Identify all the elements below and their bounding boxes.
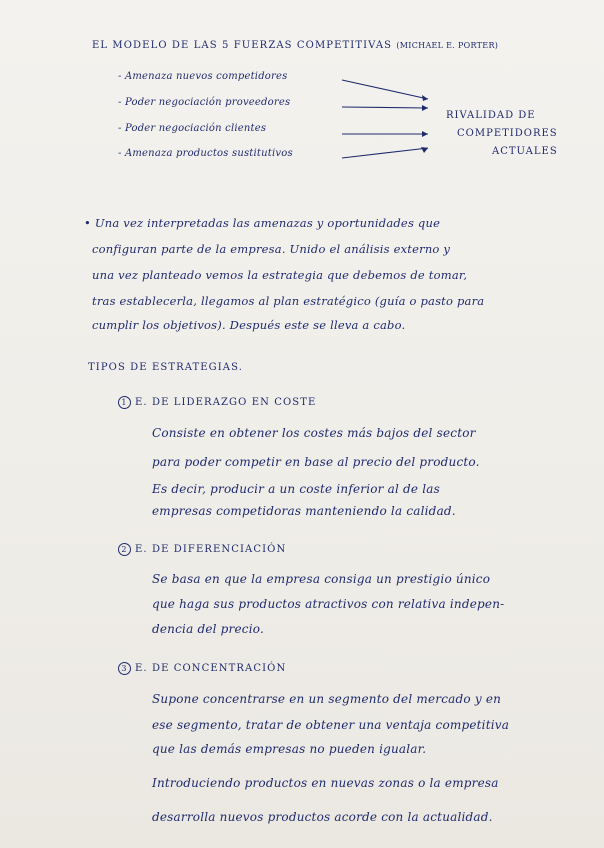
arrowhead-4 bbox=[421, 147, 428, 153]
number-badge: 3 bbox=[118, 662, 131, 675]
force-item: - Poder negociación proveedores bbox=[118, 97, 291, 108]
strategy-title-text: E. DE DIFERENCIACIÓN bbox=[135, 544, 287, 555]
paragraph-line: • Una vez interpretadas las amenazas y oportunidades que bbox=[84, 216, 441, 230]
strategy-line: Introduciendo productos en nuevas zonas o la empresa bbox=[152, 776, 499, 790]
arrowhead-3 bbox=[422, 131, 428, 137]
paragraph-line: tras establecerla, llegamos al plan estratégico (guía o pasto para bbox=[92, 294, 485, 308]
strategy-line: que las demás empresas no pueden igualar. bbox=[152, 742, 427, 756]
arrow-4 bbox=[342, 148, 428, 158]
strategy-line: dencia del precio. bbox=[152, 622, 264, 636]
arrowhead-1 bbox=[422, 95, 428, 101]
strategy-title-text: E. DE LIDERAZGO EN COSTE bbox=[135, 397, 317, 408]
title-text: EL MODELO DE LAS 5 FUERZAS COMPETITIVAS bbox=[92, 40, 393, 51]
title-author: (MICHAEL E. PORTER) bbox=[396, 41, 499, 50]
arrow-1 bbox=[342, 80, 428, 99]
force-item: - Amenaza productos sustitutivos bbox=[118, 148, 293, 159]
paragraph-line: una vez planteado vemos la estrategia que debemos de tomar, bbox=[92, 268, 468, 282]
strategy-line: Es decir, producir a un coste inferior al de las bbox=[152, 482, 440, 496]
strategy-title bbox=[118, 662, 286, 675]
strategy-line: para poder competir en base al precio del producto. bbox=[152, 455, 480, 469]
force-item: - Poder negociación clientes bbox=[118, 123, 267, 134]
strategy-line: Se basa en que la empresa consiga un prestigio único bbox=[152, 572, 491, 586]
rivalry-line: ACTUALES bbox=[492, 146, 558, 157]
types-heading: TIPOS DE ESTRATEGIAS. bbox=[88, 362, 243, 373]
strategy-title-text: E. DE CONCENTRACIÓN bbox=[135, 663, 287, 674]
strategy-title bbox=[118, 396, 316, 409]
force-item: - Amenaza nuevos competidores bbox=[118, 71, 288, 82]
strategy-line: ese segmento, tratar de obtener una ventaja competitiva bbox=[152, 718, 510, 732]
rivalry-line: RIVALIDAD DE bbox=[446, 110, 536, 121]
strategy-line: que haga sus productos atractivos con relativa indepen- bbox=[152, 597, 505, 611]
strategy-title bbox=[118, 543, 286, 556]
number-badge: 1 bbox=[118, 396, 131, 409]
arrow-2 bbox=[342, 107, 428, 108]
paragraph-line: configuran parte de la empresa. Unido el análisis externo y bbox=[92, 242, 451, 256]
rivalry-line: COMPETIDORES bbox=[457, 128, 558, 139]
paragraph-line: cumplir los objetivos). Después este se lleva a cabo. bbox=[92, 318, 406, 332]
strategy-line: empresas competidoras manteniendo la calidad. bbox=[152, 504, 456, 518]
strategy-line: Consiste en obtener los costes más bajos del sector bbox=[152, 426, 476, 440]
strategy-line: desarrolla nuevos productos acorde con la actualidad. bbox=[152, 810, 493, 824]
arrowhead-2 bbox=[422, 105, 428, 111]
strategy-line: Supone concentrarse en un segmento del mercado y en bbox=[152, 692, 502, 706]
number-badge: 2 bbox=[118, 543, 131, 556]
